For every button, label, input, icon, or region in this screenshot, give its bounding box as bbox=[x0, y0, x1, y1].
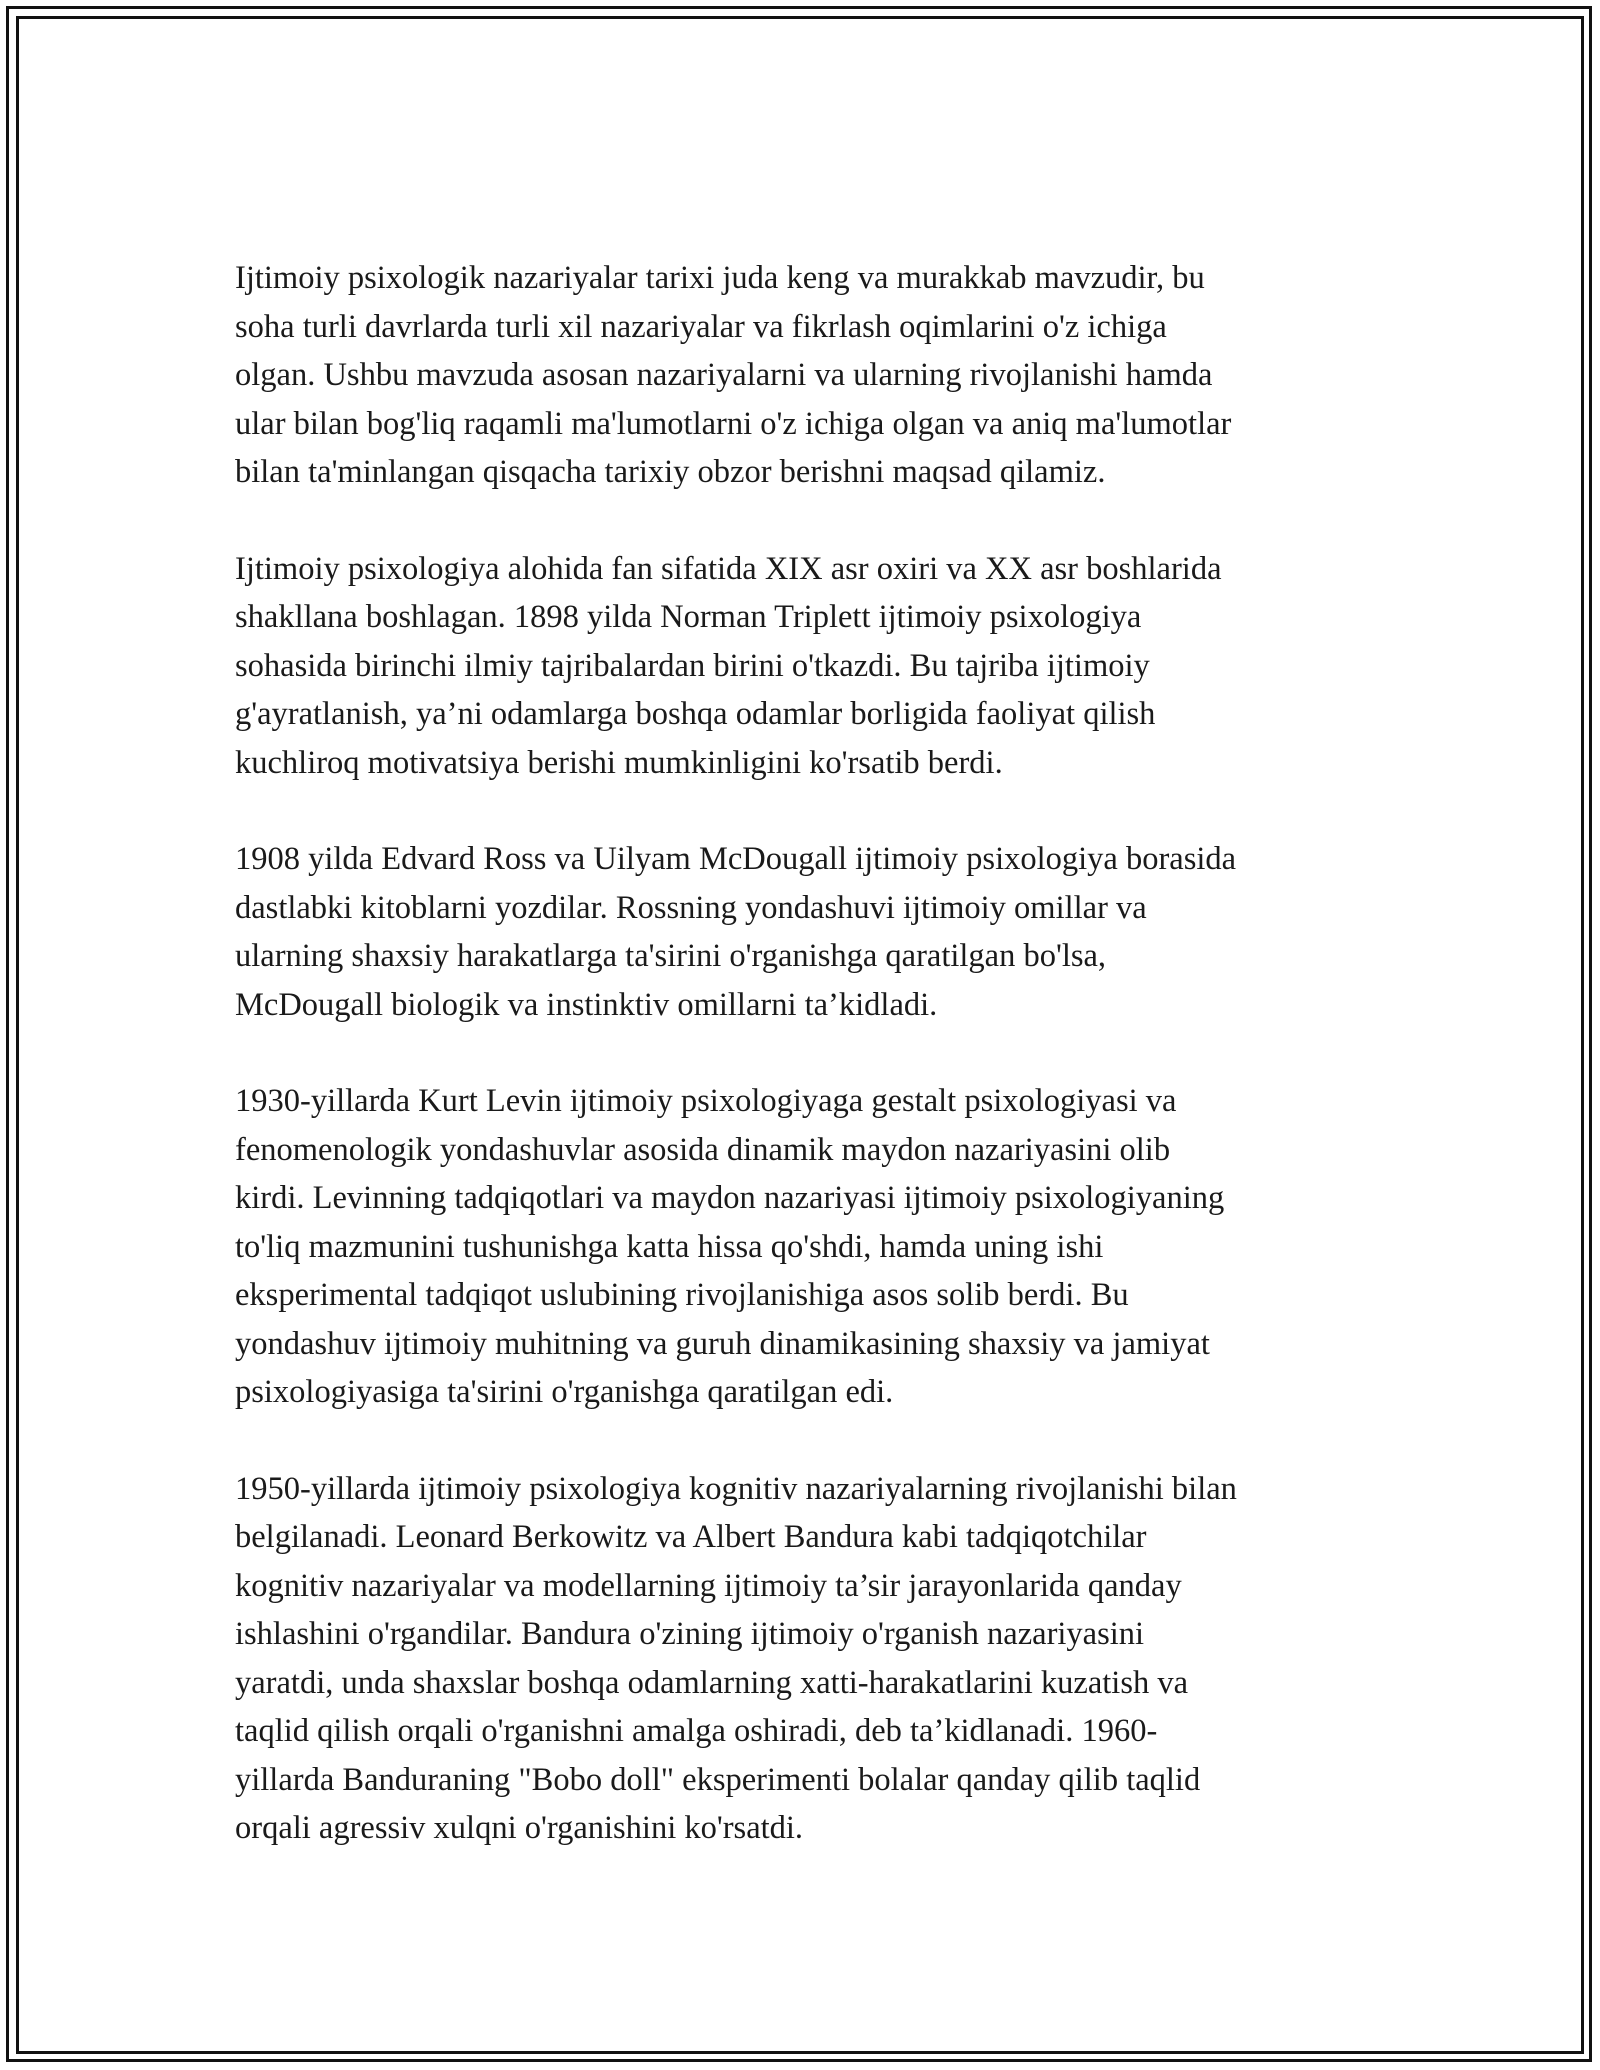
paragraph-intro: Ijtimoiy psixologik nazariyalar tarixi juda keng va murakkab mavzudir, bu soha turli davrlarda turli xil nazariyalar va fikrlash oqimlarini o'z ichiga olgan. Ushbu mavzuda asosan nazariyalarni va ularning rivojlanishi hamda ular bilan bog'liq raqamli ma'lumotlarni o'z ichiga olgan va aniq ma'lumotlar bilan ta'minlangan qisqacha tarixiy obzor berishni maqsad qilamiz. bbox=[235, 260, 1232, 490]
paragraph-origins: Ijtimoiy psixologiya alohida fan sifatida XIX asr oxiri va XX asr boshlarida shakllana boshlagan. 1898 yilda Norman Triplett ijtimoiy psixologiya sohasida birinchi ilmiy tajribalardan birini o'tkazdi. Bu tajriba ijtimoiy g'ayratlanish, ya’ni odamlarga boshqa odamlar borligida faoliyat qilish kuchliroq motivatsiya berishi mumkinligini ko'rsatib berdi. bbox=[235, 550, 1222, 781]
document-body bbox=[235, 254, 1385, 1853]
paragraph-levin-field-theory: 1930-yillarda Kurt Levin ijtimoiy psixologiyaga gestalt psixologiyasi va fenomenologik yondashuvlar asosida dinamik maydon nazariyasini olib kirdi. Levinning tadqiqotlari va maydon nazariyasi ijtimoiy psixologiyaning to'liq mazmunini tushunishga katta hissa qo'shdi, hamda uning ishi eksperimental tadqiqot uslubining rivojlanishiga asos solib berdi. Bu yondashuv ijtimoiy muhitning va guruh dinamikasining shaxsiy va jamiyat psixologiyasiga ta'sirini o'rganishga qaratilgan edi. bbox=[235, 1083, 1225, 1410]
paragraph-cognitive-theories: 1950-yillarda ijtimoiy psixologiya kognitiv nazariyalarning rivojlanishi bilan belgilanadi. Leonard Berkowitz va Albert Bandura kabi tadqiqotchilar kognitiv nazariyalar va modellarning ijtimoiy ta’sir jarayonlarida qanday ishlashini o'rgandilar. Bandura o'zining ijtimoiy o'rganish nazariyasini yaratdi, unda shaxslar boshqa odamlarning xatti-harakatlarini kuzatish va taqlid qilish orqali o'rganishni amalga oshiradi, deb ta’kidlanadi. 1960- yillarda Banduraning "Bobo doll" eksperimenti bolalar qanday qilib taqlid orqali agressiv xulqni o'rganishini ko'rsatdi. bbox=[235, 1470, 1237, 1846]
paragraph-early-books: 1908 yilda Edvard Ross va Uilyam McDougall ijtimoiy psixologiya borasida dastlabki kitoblarni yozdilar. Rossning yondashuvi ijtimoiy omillar va ularning shaxsiy harakatlarga ta'sirini o'rganishga qaratilgan bo'lsa, McDougall biologik va instinktiv omillarni ta’kidladi. bbox=[235, 841, 1237, 1023]
